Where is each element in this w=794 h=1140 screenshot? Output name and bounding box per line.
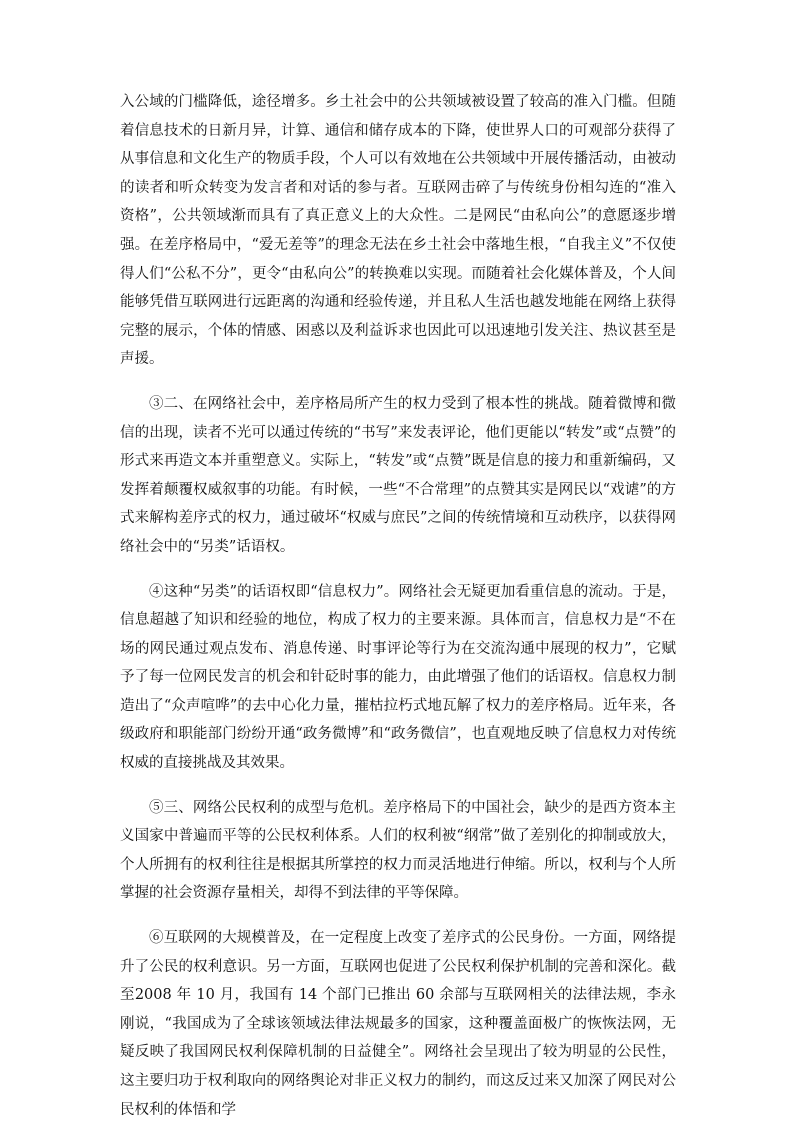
paragraph-5: ⑤三、网络公民权利的成型与危机。差序格局下的中国社会，缺少的是西方资本主义国家中普遍而平等的公民权利体系。人们的权利被“纲常”做了差别化的抑制或放大，个人所拥有的权利往往是根据其所掌控的权力而灵活地进行伸缩。所以，权利与个人所掌握的社会资源存量相关，却得不到法律的平等保障。 [120,799,676,902]
paragraph-1: 入公域的门槛降低，途径增多。乡土社会中的公共领域被设置了较高的准入门槛。但随着信息技术的日新月异，计算、通信和储存成本的下降，使世界人口的可观部分获得了从事信息和文化生产的物质手段，个人可以有效地在公共领域中开展传播活动，由被动的读者和听众转变为发言者和对话的参与者。互联网击碎了与传统身份相勾连的“准入资格”，公共领域渐而具有了真正意义上的大众性。二是网民“由私向公”的意愿逐步增强。在差序格局中，“爱无差等”的理念无法在乡土社会中落地生根，“自我主义”不仅使得人们“公私不分”，更令“由私向公”的转换难以实现。而随着社会化媒体普及，个人间能够凭借互联网进行远距离的沟通和经验传递，并且私人生活也越发地能在网络上获得完整的展示，个体的情感、困惑以及利益诉求也因此可以迅速地引发关注、热议甚至是声援。 [120,94,676,368]
paragraph-3: ③二、在网络社会中，差序格局所产生的权力受到了根本性的挑战。随着微博和微信的出现，读者不光可以通过传统的“书写”来发表评论，他们更能以“转发”或“点赞”的形式来再造文本并重塑意义。实际上，“转发”或“点赞”既是信息的接力和重新编码，又发挥着颠覆权威叙事的功能。有时候，一些“不合常理”的点赞其实是网民以“戏谑”的方式来解构差序式的权力，通过破坏“权威与庶民”之间的传统情境和互动秩序，以获得网络社会中的“另类”话语权。 [120,395,676,555]
paragraph-4: ④这种“另类”的话语权即“信息权力”。网络社会无疑更加看重信息的流动。于是，信息超越了知识和经验的地位，构成了权力的主要来源。具体而言，信息权力是“不在场的网民通过观点发布、消息传递、时事评论等行为在交流沟通中展现的权力”，它赋予了每一位网民发言的机会和针砭时事的能力，由此增强了他们的话语权。信息权力制造出了“众声喧哗”的去中心化力量，摧枯拉朽式地瓦解了权力的差序格局。近年来，各级政府和职能部门纷纷开通“政务微博”和“政务微信”，也直观地反映了信息权力对传统权威的直接挑战及其效果。 [120,583,676,772]
paragraph-6: ⑥互联网的大规模普及，在一定程度上改变了差序式的公民身份。一方面，网络提升了公民的权利意识。另一方面，互联网也促进了公民权利保护机制的完善和深化。截至2008 年 10 月，我国有 14 个部门已推出 60 余部与互联网相关的法律法规，李永刚说，“我国成为了全球该领域法律法规最多的国家，这种覆盖面极广的恢恢法网，无疑反映了我国网民权利保障机制的日益健全”。网络社会呈现出了较为明显的公民性，这主要归功于权利取向的网络舆论对非正义权力的制约，而这反过来又加深了网民对公民权利的体悟和学 [120,930,676,1118]
document-page [120,88,676,1140]
